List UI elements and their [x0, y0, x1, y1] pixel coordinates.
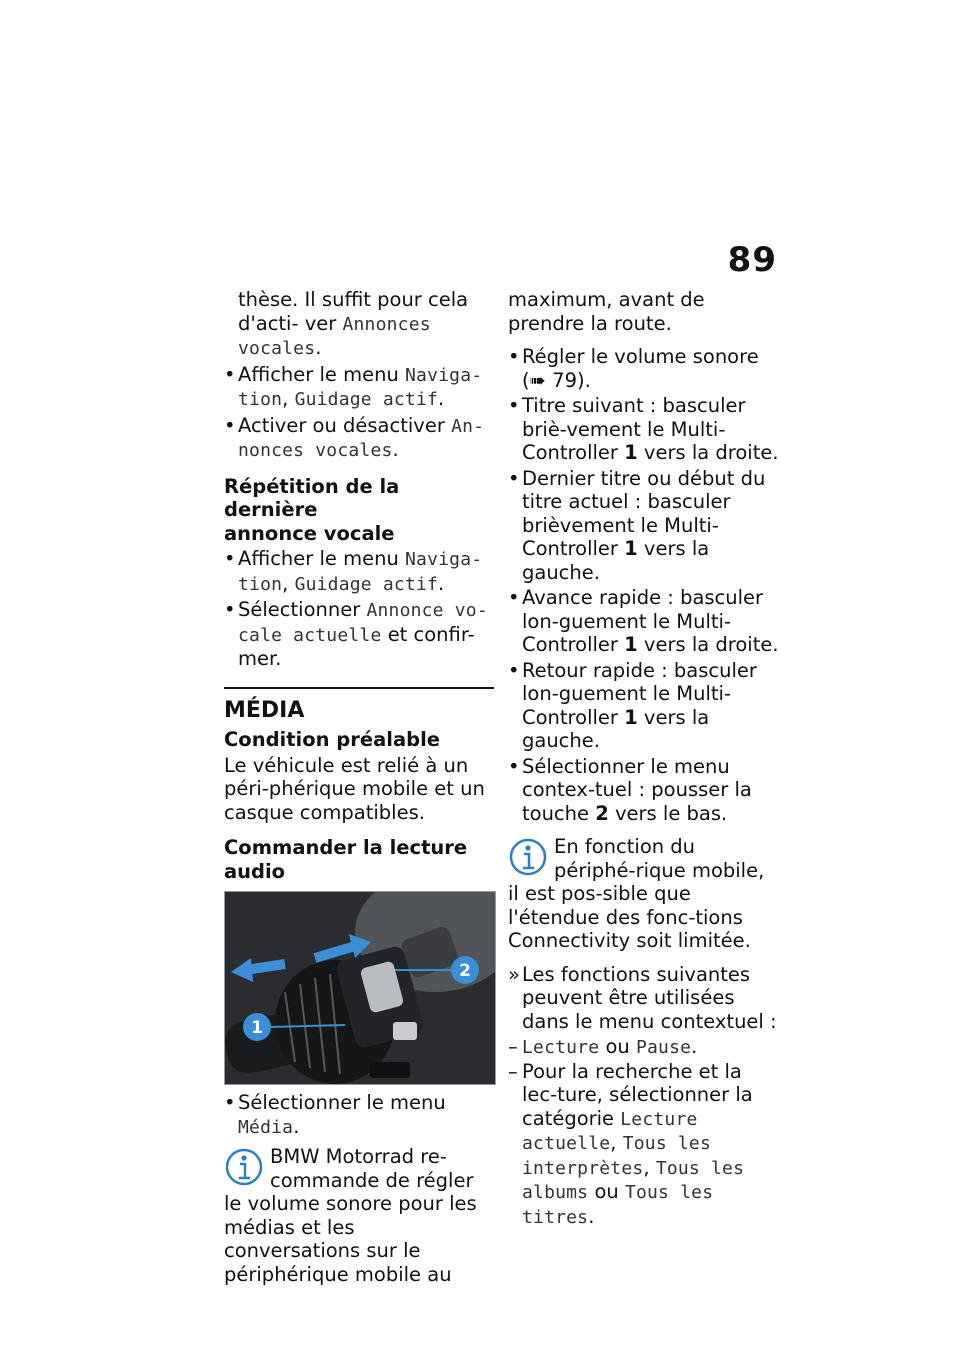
- bullet-item: [508, 467, 780, 585]
- dash-item: – Lecture ou Pause.: [508, 1035, 780, 1060]
- intro-text-2: ver: [304, 311, 337, 335]
- intro-paragraph: thèse. Il suffit pour cela d'acti- ver Annonces vocales.: [238, 288, 469, 359]
- heading-condition: Condition préalable: [224, 728, 440, 751]
- menu-code: Lecture: [522, 1037, 600, 1058]
- condition-text: Le véhicule est relié à un péri-phérique mobile et un casque compatibles.: [224, 753, 485, 824]
- heading-line: Répétition de la dernière: [224, 474, 400, 521]
- bullet-code: nonces vocales: [238, 440, 393, 461]
- info-note: [224, 1145, 494, 1286]
- continued-paragraph: maximum, avant de prendre la route.: [508, 288, 705, 335]
- result-item: [508, 963, 780, 1034]
- callout-number: 1: [624, 633, 638, 656]
- note-text: En fonction du périphé-rique mobile, il est pos-sible que l'étendue des fonc-tions Connectivity soit limitée.: [508, 835, 765, 952]
- bullet-code: Guidage actif: [294, 573, 439, 595]
- callout-2: 2: [459, 961, 471, 981]
- menu-code: Tous les interprètes: [522, 1133, 711, 1179]
- bullet-code: tion: [238, 573, 283, 595]
- bullet-text: vers le bas.: [615, 801, 728, 825]
- bullet-code: Annonce vo-: [366, 600, 488, 621]
- dash-item: – Pour la recherche et la lec-ture, sélectionner la catégorie Lecture actuelle, Tous les interprètes, Tous les albums ou Tous les titres.: [508, 1060, 780, 1230]
- conjunction: ou: [594, 1180, 619, 1203]
- section-title-media: MÉDIA: [224, 687, 494, 723]
- menu-code: Tous les albums: [522, 1157, 745, 1203]
- result-text: Les fonctions suivantes peuvent être utilisées dans le menu contextuel :: [522, 962, 777, 1033]
- bullet-code: Naviga-: [405, 364, 483, 386]
- heading-command-audio: Commander la lecture audio: [224, 836, 468, 883]
- right-column: [508, 288, 780, 1229]
- bullet-code: tion: [238, 389, 283, 410]
- bullet-text: Afficher le menu: [238, 547, 399, 570]
- callout-number: 1: [624, 537, 638, 560]
- handlebar-controls-illustration: [224, 891, 496, 1085]
- menu-code: Lecture actuelle: [522, 1108, 698, 1154]
- heading-repeat: [224, 475, 494, 546]
- bullet-item: [224, 598, 494, 671]
- bullet-text: Retour rapide : basculer lon-guement le Multi-Controller: [522, 658, 757, 729]
- callout-number: 2: [595, 801, 609, 825]
- bullet-text: Sélectionner: [238, 598, 361, 621]
- menu-code: Tous les titres: [522, 1182, 714, 1228]
- bullet-text: vers la gauche.: [522, 705, 710, 752]
- bullet-text: Régler le volume sonore: [522, 345, 759, 368]
- bullet-text: mer.: [238, 647, 282, 670]
- intro-text: thèse. Il suffit pour cela d'acti-: [238, 288, 469, 335]
- bullet-text: et confir-: [387, 622, 475, 646]
- bullet-item: • Afficher le menu Naviga- tion, Guidage actif.: [224, 363, 494, 412]
- bullet-text: Activer ou désactiver: [238, 413, 445, 437]
- heading-line: annonce vocale: [224, 521, 395, 545]
- bullet-item: [508, 755, 780, 826]
- page-number: 89: [727, 240, 777, 280]
- bullet-code: Guidage actif: [294, 389, 439, 410]
- bullet-text: Sélectionner le menu contex-tuel : pousser la touche: [522, 754, 752, 825]
- left-column: [224, 288, 494, 1286]
- callout-number: 1: [624, 705, 638, 729]
- note-text: BMW Motorrad re-commande de régler le volume sonore pour les médias et les conversations sur le périphérique mobile au: [224, 1145, 477, 1286]
- callout-1: 1: [251, 1018, 263, 1038]
- callout-number: 1: [624, 441, 638, 464]
- bullet-text: Titre suivant : basculer briè-vement le Multi-Controller: [522, 394, 746, 464]
- bullet-item: • Régler le volume sonore (➠ 79).: [508, 345, 780, 392]
- info-icon: [508, 837, 548, 881]
- bullet-text: Afficher le menu: [238, 362, 399, 386]
- dash-text: Pour la recherche et la lec-ture, sélectionner la catégorie: [522, 1059, 753, 1130]
- bullet-text: vers la gauche.: [522, 537, 710, 584]
- page-reference: 79).: [552, 368, 591, 392]
- bullet-text: vers la droite.: [643, 441, 779, 464]
- bullet-text: Sélectionner le menu: [238, 1091, 446, 1114]
- bullet-code: An-: [451, 415, 485, 437]
- bullet-text: vers la droite.: [643, 633, 779, 656]
- bullet-item: [508, 394, 780, 465]
- page-reference-arrow-icon: ➠: [529, 368, 546, 392]
- bullet-item: • Sélectionner le menu Média.: [224, 1091, 494, 1139]
- conjunction: ou: [605, 1035, 630, 1058]
- menu-code: Pause: [635, 1037, 692, 1058]
- info-icon: [224, 1147, 264, 1191]
- bullet-code: Naviga-: [405, 549, 483, 570]
- bullet-code: cale actuelle: [238, 624, 382, 646]
- bullet-text: Avance rapide : basculer lon-guement le Multi-Controller: [522, 586, 764, 656]
- bullet-item: • Afficher le menu Naviga- tion, Guidage actif.: [224, 547, 494, 596]
- intro-code: Annonces vocales: [238, 313, 431, 359]
- bullet-item: [508, 659, 780, 753]
- bullet-text: Dernier titre ou début du titre actuel : basculer brièvement le Multi-Controller: [522, 466, 766, 560]
- bullet-item: • Activer ou désactiver An- nonces vocales.: [224, 414, 494, 463]
- info-note: [508, 835, 780, 953]
- bullet-item: [508, 586, 780, 657]
- bullet-code: Média: [238, 1116, 294, 1138]
- handlebar-illustration-svg: [225, 892, 495, 1084]
